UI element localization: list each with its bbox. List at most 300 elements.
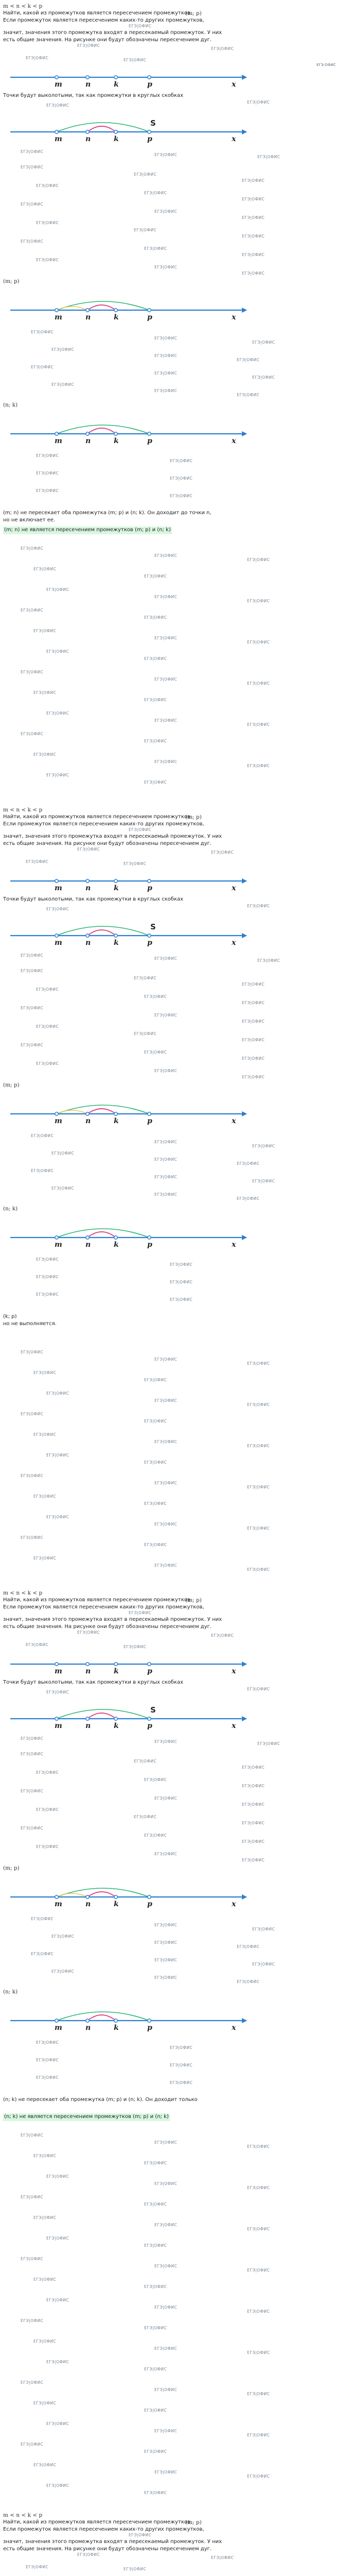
watermark: ЕГЭ|ОФИС — [36, 1807, 59, 1812]
watermark: ЕГЭ|ОФИС — [46, 1690, 69, 1694]
watermark: ЕГЭ|ОФИС — [154, 388, 178, 393]
point-label-m: m — [55, 313, 62, 321]
watermark: ЕГЭ|ОФИС — [154, 371, 178, 376]
watermark: ЕГЭ|ОФИС — [154, 1796, 178, 1801]
watermark: ЕГЭ|ОФИС — [144, 2367, 167, 2371]
watermark: ЕГЭ|ОФИС — [31, 1133, 54, 1138]
watermark: ЕГЭ|ОФИС — [21, 1736, 44, 1741]
site-tag: ЕГЭ.ОФИС — [317, 63, 336, 67]
answer-highlight: (n; k) не является пересечением промежутков (m; p) и (n; k) — [3, 2113, 170, 2121]
watermark: ЕГЭ|ОФИС — [33, 2463, 57, 2467]
point-k — [114, 934, 117, 937]
watermark: ЕГЭ|ОФИС — [144, 615, 167, 620]
watermark: ЕГЭ|ОФИС — [46, 587, 69, 592]
point-n — [86, 934, 89, 937]
watermark: ЕГЭ|ОФИС — [247, 722, 270, 727]
watermark: ЕГЭ|ОФИС — [247, 640, 270, 645]
number-line-figure — [0, 1875, 350, 1911]
watermark: ЕГЭ|ОФИС — [154, 1069, 178, 1073]
watermark: ЕГЭ|ОФИС — [21, 953, 44, 958]
watermark: ЕГЭ|ОФИС — [124, 2567, 147, 2571]
watermark: ЕГЭ|ОФИС — [21, 239, 44, 244]
axis-arrow-icon — [242, 129, 247, 134]
watermark: ЕГЭ|ОФИС — [31, 1952, 54, 1956]
interval-arc — [57, 1105, 149, 1114]
watermark: ЕГЭ|ОФИС — [129, 1611, 152, 1615]
watermark: ЕГЭ|ОФИС — [237, 358, 260, 362]
explanation-line: значит, значения этого промежутка входят в пересекаемый промежуток. У них — [3, 30, 222, 36]
watermark: ЕГЭ|ОФИС — [77, 847, 100, 852]
watermark: ЕГЭ|ОФИС — [242, 1056, 265, 1061]
conclusion: но не включает ее. — [3, 517, 56, 523]
point-label-p: p — [147, 1241, 152, 1249]
point-label-p: p — [147, 1900, 152, 1908]
interval-arc — [87, 305, 116, 310]
point-label-k: k — [114, 2024, 119, 2032]
watermark: ЕГЭ|ОФИС — [154, 759, 178, 764]
point-label-m: m — [55, 939, 62, 947]
point-label-n: n — [85, 1667, 91, 1675]
watermark: ЕГЭ|ОФИС — [247, 1485, 270, 1489]
watermark: ЕГЭ|ОФИС — [36, 258, 59, 262]
watermark: ЕГЭ|ОФИС — [211, 850, 234, 855]
watermark: ЕГЭ|ОФИС — [247, 557, 270, 562]
interval-label: (n; k) — [3, 1206, 18, 1212]
watermark: ЕГЭ|ОФИС — [46, 1515, 69, 1519]
point-label-k: k — [114, 437, 119, 445]
watermark: ЕГЭ|ОФИС — [21, 1412, 44, 1416]
watermark: ЕГЭ|ОФИС — [36, 1844, 59, 1849]
watermark: ЕГЭ|ОФИС — [154, 1013, 178, 1018]
watermark: ЕГЭ|ОФИС — [154, 1481, 178, 1485]
point-label-k: k — [114, 135, 119, 143]
watermark: ЕГЭ|ОФИС — [154, 1522, 178, 1527]
watermark: ЕГЭ|ОФИС — [36, 2058, 59, 2062]
point-p — [148, 934, 151, 937]
watermark: ЕГЭ|ОФИС — [154, 1357, 178, 1362]
watermark: ЕГЭ|ОФИС — [170, 2080, 193, 2085]
watermark: ЕГЭ|ОФИС — [21, 149, 44, 154]
axis-label-x: x — [232, 1722, 236, 1730]
interval-arc — [87, 1892, 116, 1897]
task-interval: (m; p) — [185, 814, 202, 820]
interval-arc — [87, 428, 116, 434]
task-text: Найти, какой из промежутков является пересечением промежутков — [3, 2519, 190, 2525]
point-label-m: m — [55, 135, 62, 143]
interval-arc — [87, 126, 116, 132]
watermark: ЕГЭ|ОФИС — [129, 827, 152, 832]
point-m — [55, 76, 58, 79]
number-line-figure — [0, 859, 350, 895]
watermark: ЕГЭ|ОФИС — [242, 1839, 265, 1844]
watermark: ЕГЭ|ОФИС — [46, 711, 69, 716]
watermark: ЕГЭ|ОФИС — [247, 1402, 270, 1407]
point-label-k: k — [114, 1722, 119, 1730]
watermark: ЕГЭ|ОФИС — [247, 2268, 270, 2273]
task-interval: (m; p) — [185, 2519, 202, 2526]
point-k — [114, 1717, 117, 1720]
watermark: ЕГЭ|ОФИС — [252, 1927, 275, 1931]
watermark: ЕГЭ|ОФИС — [247, 2392, 270, 2396]
axis-label-x: x — [232, 1241, 236, 1249]
watermark: ЕГЭ|ОФИС — [51, 1934, 75, 1939]
watermark: ЕГЭ|ОФИС — [170, 1297, 193, 1302]
explanation-line: Если промежуток является пересечением каких-то других промежутков, — [3, 1604, 204, 1610]
watermark: ЕГЭ|ОФИС — [154, 553, 178, 558]
watermark: ЕГЭ|ОФИС — [247, 2185, 270, 2190]
watermark: ЕГЭ|ОФИС — [257, 155, 281, 159]
point-label-m: m — [55, 1241, 62, 1249]
watermark: ЕГЭ|ОФИС — [21, 2380, 44, 2385]
watermark: ЕГЭ|ОФИС — [252, 340, 275, 345]
watermark: ЕГЭ|ОФИС — [46, 2174, 69, 2179]
point-k — [114, 130, 117, 133]
axis-label-x: x — [232, 437, 236, 445]
watermark: ЕГЭ|ОФИС — [144, 2161, 167, 2165]
watermark: ЕГЭ|ОФИС — [247, 1526, 270, 1531]
watermark: ЕГЭ|ОФИС — [21, 1043, 44, 1047]
watermark: ЕГЭ|ОФИС — [247, 1361, 270, 1366]
point-label-m: m — [55, 437, 62, 445]
point-label-n: n — [85, 135, 91, 143]
point-label-m: m — [55, 2024, 62, 2032]
point-label-m: m — [55, 1667, 62, 1675]
point-k — [114, 2019, 117, 2022]
watermark: ЕГЭ|ОФИС — [36, 2075, 59, 2080]
watermark: ЕГЭ|ОФИС — [46, 1391, 69, 1396]
watermark: ЕГЭ|ОФИС — [124, 58, 147, 62]
watermark: ЕГЭ|ОФИС — [144, 2284, 167, 2289]
point-n — [86, 2019, 89, 2022]
point-label-k: k — [114, 1900, 119, 1908]
watermark: ЕГЭ|ОФИС — [154, 1175, 178, 1179]
point-k — [114, 1895, 117, 1899]
task-interval: (m; p) — [185, 10, 202, 16]
point-label-p: p — [147, 884, 152, 892]
point-m — [55, 934, 58, 937]
watermark: ЕГЭ|ОФИС — [33, 567, 57, 571]
number-line-figure — [0, 56, 350, 92]
point-label-p: p — [147, 135, 152, 143]
watermark: ЕГЭ|ОФИС — [134, 976, 157, 980]
watermark: ЕГЭ|ОФИС — [154, 718, 178, 723]
point-m — [55, 432, 58, 435]
watermark: ЕГЭ|ОФИС — [154, 152, 178, 157]
task-text: Найти, какой из промежутков является пересечением промежутков — [3, 814, 190, 820]
explanation-line: Если промежуток является пересечением каких-то других промежутков, — [3, 821, 204, 827]
watermark: ЕГЭ|ОФИС — [144, 994, 167, 999]
point-label-n: n — [85, 939, 91, 947]
watermark: ЕГЭ|ОФИС — [154, 595, 178, 599]
point-label-p: p — [147, 437, 152, 445]
point-m — [55, 309, 58, 312]
axis-arrow-icon — [242, 1716, 247, 1721]
watermark: ЕГЭ|ОФИС — [237, 1161, 260, 1166]
point-p — [148, 879, 151, 883]
interval-arc — [57, 1229, 149, 1238]
watermark: ЕГЭ|ОФИС — [21, 670, 44, 674]
watermark: ЕГЭ|ОФИС — [33, 2215, 57, 2220]
axis-arrow-icon — [242, 1235, 247, 1240]
explanation-line: есть общие значения. На рисунке они будут обозначены пересечением дуг. — [3, 37, 212, 43]
watermark: ЕГЭ|ОФИС — [247, 1687, 270, 1691]
watermark: ЕГЭ|ОФИС — [46, 649, 69, 654]
point-label-m: m — [55, 80, 62, 89]
conclusion: (m; n) не пересекает оба промежутка (m; p) и (n; k). Он доходит до точки n, — [3, 510, 212, 516]
watermark: ЕГЭ|ОФИС — [36, 183, 59, 188]
point-p — [148, 1663, 151, 1666]
watermark: ЕГЭ|ОФИС — [154, 2387, 178, 2392]
watermark: ЕГЭ|ОФИС — [252, 375, 275, 380]
watermark: ЕГЭ|ОФИС — [144, 1419, 167, 1423]
watermark: ЕГЭ|ОФИС — [252, 1179, 275, 1183]
watermark: ЕГЭ|ОФИС — [144, 780, 167, 785]
watermark: ЕГЭ|ОФИС — [170, 476, 193, 481]
watermark: ЕГЭ|ОФИС — [51, 1969, 75, 1974]
point-n — [86, 130, 89, 133]
watermark: ЕГЭ|ОФИС — [26, 1642, 49, 1647]
watermark: ЕГЭ|ОФИС — [170, 459, 193, 463]
watermark: ЕГЭ|ОФИС — [36, 1024, 59, 1029]
point-label-p: p — [147, 1117, 152, 1125]
point-label-m: m — [55, 1722, 62, 1730]
points-note: Точки будут выколотыми, так как промежутки в круглых скобках — [3, 896, 184, 902]
watermark: ЕГЭ|ОФИС — [154, 2223, 178, 2227]
watermark: ЕГЭ|ОФИС — [36, 1292, 59, 1297]
point-label-k: k — [114, 939, 119, 947]
watermark: ЕГЭ|ОФИС — [144, 2326, 167, 2330]
point-label-n: n — [85, 80, 91, 89]
explanation-line: есть общие значения. На рисунке они будут обозначены пересечением дуг. — [3, 841, 212, 846]
watermark: ЕГЭ|ОФИС — [242, 982, 265, 987]
point-k — [114, 432, 117, 435]
explanation-line: значит, значения этого промежутка входят в пересекаемый промежуток. У них — [3, 1617, 222, 1622]
point-label-p: p — [147, 1722, 152, 1730]
task-text: Найти, какой из промежутков является пересечением промежутков — [3, 1597, 190, 1603]
watermark: ЕГЭ|ОФИС — [134, 172, 157, 177]
watermark: ЕГЭ|ОФИС — [154, 1975, 178, 1980]
watermark: ЕГЭ|ОФИС — [36, 488, 59, 493]
watermark: ЕГЭ|ОФИС — [154, 1192, 178, 1197]
order-condition: m < n < k < p — [3, 1590, 43, 1596]
explanation-line: есть общие значения. На рисунке они будут обозначены пересечением дуг. — [3, 2546, 212, 2552]
watermark: ЕГЭ|ОФИС — [257, 958, 281, 963]
interval-arc — [87, 1713, 116, 1719]
point-label-n: n — [85, 1722, 91, 1730]
point-n — [86, 1717, 89, 1720]
watermark: ЕГЭ|ОФИС — [144, 656, 167, 661]
point-p — [148, 432, 151, 435]
watermark: ЕГЭ|ОФИС — [144, 2449, 167, 2454]
watermark: ЕГЭ|ОФИС — [154, 2140, 178, 2145]
watermark: ЕГЭ|ОФИС — [242, 271, 265, 276]
watermark: ЕГЭ|ОФИС — [211, 2555, 234, 2560]
watermark: ЕГЭ|ОФИС — [154, 1439, 178, 1444]
watermark: ЕГЭ|ОФИС — [144, 1543, 167, 1547]
watermark: ЕГЭ|ОФИС — [154, 2181, 178, 2186]
watermark: ЕГЭ|ОФИС — [154, 336, 178, 341]
watermark: ЕГЭ|ОФИС — [154, 1852, 178, 1856]
interval-arc — [87, 2015, 116, 2021]
axis-label-x: x — [232, 80, 236, 89]
watermark: ЕГЭ|ОФИС — [144, 246, 167, 251]
watermark: ЕГЭ|ОФИС — [46, 2421, 69, 2426]
point-n — [86, 1663, 89, 1666]
watermark: ЕГЭ|ОФИС — [242, 1765, 265, 1770]
interval-arc — [57, 2012, 149, 2021]
watermark: ЕГЭ|ОФИС — [211, 1633, 234, 1638]
watermark: ЕГЭ|ОФИС — [31, 1917, 54, 1921]
watermark: ЕГЭ|ОФИС — [33, 690, 57, 695]
interval-arc — [57, 1888, 149, 1897]
watermark: ЕГЭ|ОФИС — [154, 353, 178, 358]
watermark: ЕГЭ|ОФИС — [21, 1006, 44, 1010]
watermark: ЕГЭ|ОФИС — [144, 698, 167, 702]
interval-arc — [57, 1709, 149, 1719]
watermark: ЕГЭ|ОФИС — [21, 2442, 44, 2447]
number-line-figure — [0, 412, 350, 448]
point-label-p: p — [147, 1667, 152, 1675]
watermark: ЕГЭ|ОФИС — [144, 739, 167, 743]
watermark: ЕГЭ|ОФИС — [21, 1789, 44, 1793]
explanation-line: Если промежуток является пересечением каких-то других промежутков, — [3, 2527, 204, 2532]
watermark: ЕГЭ|ОФИС — [144, 1777, 167, 1782]
point-m — [55, 1236, 58, 1239]
axis-arrow-icon — [242, 1894, 247, 1900]
watermark: ЕГЭ|ОФИС — [36, 453, 59, 458]
watermark: ЕГЭ|ОФИС — [33, 2277, 57, 2282]
axis-label-x: x — [232, 884, 236, 892]
explanation-line: значит, значения этого промежутка входят в пересекаемый промежуток. У них — [3, 834, 222, 839]
point-p — [148, 309, 151, 312]
watermark: ЕГЭ|ОФИС — [242, 1858, 265, 1862]
number-line-figure — [0, 914, 350, 950]
watermark: ЕГЭ|ОФИС — [77, 1630, 100, 1635]
watermark: ЕГЭ|ОФИС — [21, 2195, 44, 2199]
point-label-k: k — [114, 1241, 119, 1249]
interval-label: (n; k) — [3, 1989, 18, 1995]
watermark: ЕГЭ|ОФИС — [36, 471, 59, 476]
watermark: ЕГЭ|ОФИС — [21, 2318, 44, 2323]
watermark: ЕГЭ|ОФИС — [154, 1923, 178, 1927]
point-label-n: n — [85, 884, 91, 892]
watermark: ЕГЭ|ОФИС — [242, 1038, 265, 1042]
watermark: ЕГЭ|ОФИС — [46, 103, 69, 108]
watermark: ЕГЭ|ОФИС — [154, 1140, 178, 1144]
watermark: ЕГЭ|ОФИС — [144, 1050, 167, 1055]
watermark: ЕГЭ|ОФИС — [46, 773, 69, 777]
watermark: ЕГЭ|ОФИС — [26, 859, 49, 864]
number-line-figure — [0, 1642, 350, 1679]
watermark: ЕГЭ|ОФИС — [237, 1944, 260, 1949]
watermark: ЕГЭ|ОФИС — [21, 165, 44, 170]
watermark: ЕГЭ|ОФИС — [144, 2408, 167, 2413]
point-p — [148, 76, 151, 79]
number-line-figure — [0, 2565, 350, 2576]
axis-label-x: x — [232, 939, 236, 947]
watermark: ЕГЭ|ОФИС — [154, 1739, 178, 1744]
watermark: ЕГЭ|ОФИС — [33, 629, 57, 633]
interval-label: (m; p) — [3, 1865, 20, 1871]
task-text: Найти, какой из промежутков является пересечением промежутков — [3, 10, 190, 16]
watermark: ЕГЭ|ОФИС — [21, 1535, 44, 1540]
watermark: ЕГЭ|ОФИС — [36, 987, 59, 992]
watermark: ЕГЭ|ОФИС — [170, 1262, 193, 1267]
point-p — [148, 130, 151, 133]
watermark: ЕГЭ|ОФИС — [144, 1833, 167, 1838]
interval-arc — [57, 926, 149, 936]
point-label-n: n — [85, 1117, 91, 1125]
watermark: ЕГЭ|ОФИС — [247, 2309, 270, 2314]
sum-label-s: S — [150, 922, 156, 931]
watermark: ЕГЭ|ОФИС — [21, 546, 44, 551]
interval-arc — [87, 1109, 116, 1114]
watermark: ЕГЭ|ОФИС — [31, 330, 54, 334]
point-label-p: p — [147, 939, 152, 947]
watermark: ЕГЭ|ОФИС — [21, 2133, 44, 2138]
watermark: ЕГЭ|ОФИС — [170, 1280, 193, 1284]
axis-arrow-icon — [242, 75, 247, 80]
watermark: ЕГЭ|ОФИС — [46, 1453, 69, 1458]
number-line-figure — [0, 1697, 350, 1733]
watermark: ЕГЭ|ОФИС — [26, 2565, 49, 2569]
point-k — [114, 76, 117, 79]
watermark: ЕГЭ|ОФИС — [247, 1444, 270, 1448]
watermark: ЕГЭ|ОФИС — [257, 1741, 281, 1746]
watermark: ЕГЭ|ОФИС — [154, 265, 178, 269]
watermark: ЕГЭ|ОФИС — [247, 681, 270, 686]
watermark: ЕГЭ|ОФИС — [31, 1168, 54, 1173]
point-n — [86, 1895, 89, 1899]
points-note: Точки будут выколотыми, так как промежутки в круглых скобках — [3, 93, 184, 98]
watermark: ЕГЭ|ОФИС — [33, 2339, 57, 2344]
watermark: ЕГЭ|ОФИС — [33, 2401, 57, 2405]
axis-arrow-icon — [242, 1111, 247, 1116]
axis-label-x: x — [232, 1667, 236, 1675]
watermark: ЕГЭ|ОФИС — [21, 732, 44, 736]
watermark: ЕГЭ|ОФИС — [170, 2063, 193, 2067]
watermark: ЕГЭ|ОФИС — [51, 382, 75, 387]
axis-label-x: x — [232, 1900, 236, 1908]
watermark: ЕГЭ|ОФИС — [134, 228, 157, 232]
watermark: ЕГЭ|ОФИС — [36, 2040, 59, 2045]
point-n — [86, 1236, 89, 1239]
watermark: ЕГЭ|ОФИС — [36, 221, 59, 225]
watermark: ЕГЭ|ОФИС — [36, 1275, 59, 1279]
axis-label-x: x — [232, 2024, 236, 2032]
watermark: ЕГЭ|ОФИС — [154, 209, 178, 214]
watermark: ЕГЭ|ОФИС — [154, 2305, 178, 2310]
axis-arrow-icon — [242, 308, 247, 313]
watermark: ЕГЭ|ОФИС — [26, 56, 49, 60]
watermark: ЕГЭ|ОФИС — [242, 215, 265, 220]
point-p — [148, 1717, 151, 1720]
axis-label-x: x — [232, 1117, 236, 1125]
point-n — [86, 879, 89, 883]
interval-label: (n; k) — [3, 402, 18, 408]
watermark: ЕГЭ|ОФИС — [21, 202, 44, 207]
watermark: ЕГЭ|ОФИС — [33, 752, 57, 757]
point-n — [86, 432, 89, 435]
watermark: ЕГЭ|ОФИС — [21, 2257, 44, 2261]
number-line-figure — [0, 1216, 350, 1252]
watermark: ЕГЭ|ОФИС — [46, 907, 69, 911]
interval-arc — [87, 930, 116, 936]
explanation-line: значит, значения этого промежутка входят в пересекаемый промежуток. У них — [3, 2539, 222, 2545]
point-n — [86, 1112, 89, 1115]
point-m — [55, 1717, 58, 1720]
watermark: ЕГЭ|ОФИС — [252, 1962, 275, 1967]
